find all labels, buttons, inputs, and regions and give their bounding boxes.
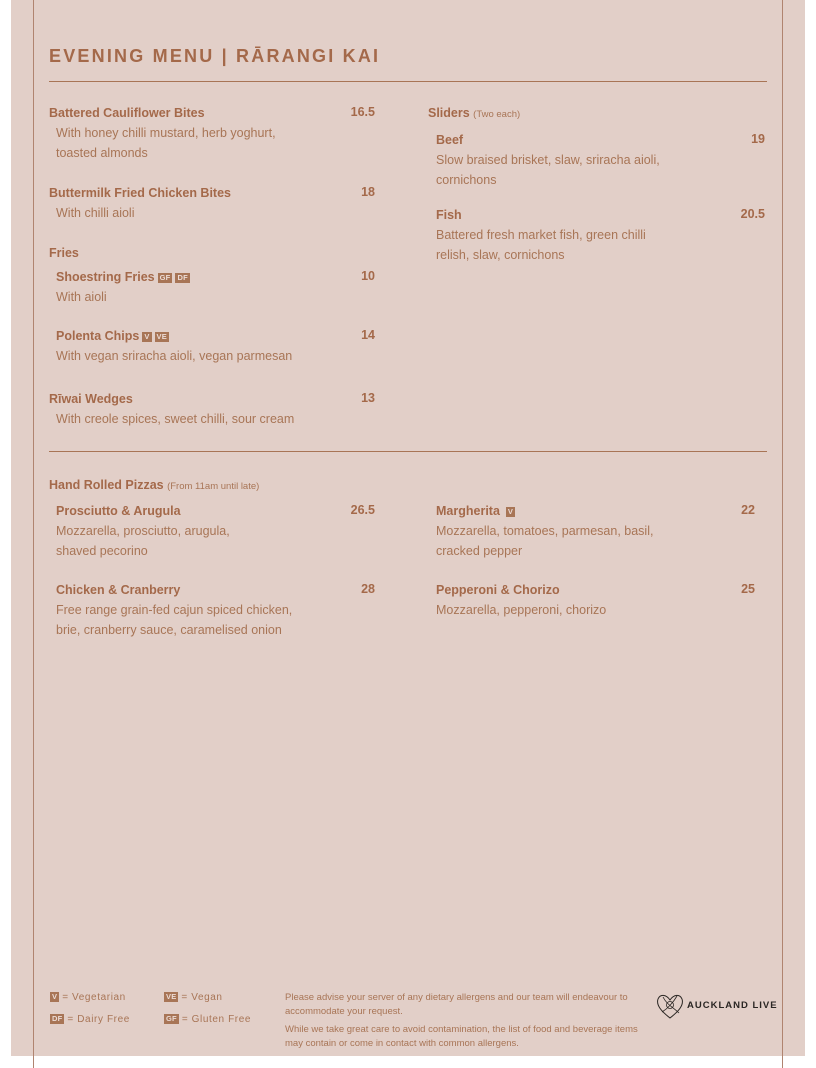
- vegetarian-badge: V: [144, 332, 150, 341]
- menu-item-shoestring-fries: [56, 269, 190, 307]
- item-description: toasted almonds: [56, 146, 148, 160]
- legend-vegan: VE = Vegan: [166, 992, 223, 1003]
- item-name: Prosciutto & Arugula: [56, 504, 181, 518]
- menu-item-pepperoni-pizza: [436, 582, 606, 620]
- item-name: Buttermilk Fried Chicken Bites: [49, 186, 231, 200]
- item-description: relish, slaw, cornichons: [436, 248, 565, 262]
- vegan-badge: VE: [156, 332, 167, 341]
- item-description: brie, cranberry sauce, caramelised onion: [56, 623, 282, 637]
- legend-vegetarian: V = Vegetarian: [52, 992, 126, 1003]
- item-name: Shoestring Fries: [56, 270, 155, 284]
- dairy-free-badge: DF: [177, 273, 188, 282]
- title-divider: [49, 81, 767, 82]
- menu-item-cauliflower: [49, 105, 276, 163]
- pizzas-note: (From 11am until late): [167, 481, 260, 492]
- menu-item-prosciutto-pizza: [56, 503, 230, 561]
- item-name: Margherita: [436, 504, 500, 518]
- fries-heading: Fries: [49, 246, 79, 260]
- menu-item-riwai-wedges: [49, 391, 294, 429]
- item-description: With honey chilli mustard, herb yoghurt,: [56, 126, 276, 140]
- menu-item-margherita-pizza: [436, 503, 653, 561]
- item-price: 28: [361, 582, 375, 596]
- item-description: Battered fresh market fish, green chilli: [436, 228, 646, 242]
- item-name: Rīwai Wedges: [49, 392, 133, 406]
- sliders-heading: Sliders (Two each): [428, 106, 521, 120]
- item-price: 14: [361, 328, 375, 342]
- auckland-live-logo: [655, 991, 778, 1021]
- item-description: Free range grain-fed cajun spiced chicken,: [56, 603, 293, 617]
- item-price: 16.5: [350, 105, 375, 119]
- item-price: 10: [361, 269, 375, 283]
- item-name: Polenta Chips: [56, 329, 140, 343]
- item-description: shaved pecorino: [56, 544, 148, 558]
- gluten-free-badge: GF: [159, 273, 171, 282]
- item-price: 20.5: [740, 207, 765, 221]
- item-description: Mozzarella, pepperoni, chorizo: [436, 603, 607, 617]
- item-description: With creole spices, sweet chilli, sour cream: [56, 412, 295, 426]
- sliders-note: (Two each): [473, 109, 521, 120]
- item-name: Chicken & Cranberry: [56, 583, 181, 597]
- item-description: Slow braised brisket, slaw, sriracha aioli,: [436, 153, 660, 167]
- menu-item-chicken-pizza: [56, 582, 292, 640]
- contamination-notice: While we take great care to avoid contamination, the list of food and beverage items may contain or come in contact with common allergens.: [285, 1024, 638, 1049]
- vegetarian-badge: V: [507, 507, 514, 516]
- item-price: 22: [741, 503, 755, 517]
- item-description: Mozzarella, prosciutto, arugula,: [56, 524, 230, 538]
- item-description: cracked pepper: [436, 544, 523, 558]
- item-name: Fish: [436, 208, 462, 222]
- item-name: Battered Cauliflower Bites: [49, 106, 205, 120]
- logo-text: AUCKLAND LIVE: [687, 1000, 778, 1011]
- legend-gluten-free: GF = Gluten Free: [166, 1014, 252, 1025]
- item-name: Pepperoni & Chorizo: [436, 583, 560, 597]
- menu-item-fish-slider: [436, 207, 646, 265]
- allergen-notice: Please advise your server of any dietary allergens and our team will endeavour to accommodate your request.: [285, 992, 628, 1017]
- menu-item-chicken-bites: [49, 185, 231, 223]
- pizzas-heading: Hand Rolled Pizzas (From 11am until late): [49, 478, 260, 492]
- menu-title: EVENING MENU | RĀRANGI KAI: [49, 46, 381, 66]
- item-description: With chilli aioli: [56, 206, 135, 220]
- item-description: With aioli: [56, 290, 107, 304]
- item-description: cornichons: [436, 173, 497, 187]
- item-description: Mozzarella, tomatoes, parmesan, basil,: [436, 524, 654, 538]
- menu-item-polenta-chips: [56, 328, 292, 366]
- item-price: 26.5: [350, 503, 375, 517]
- item-price: 19: [751, 132, 765, 146]
- menu-item-beef-slider: [436, 132, 660, 190]
- item-price: 18: [361, 185, 375, 199]
- item-description: With vegan sriracha aioli, vegan parmesan: [56, 349, 293, 363]
- heart-logo-icon: [655, 991, 685, 1021]
- item-price: 25: [741, 582, 755, 596]
- legend-dairy-free: DF = Dairy Free: [52, 1014, 130, 1025]
- item-name: Beef: [436, 133, 464, 147]
- item-price: 13: [361, 391, 375, 405]
- section-divider: [49, 451, 767, 452]
